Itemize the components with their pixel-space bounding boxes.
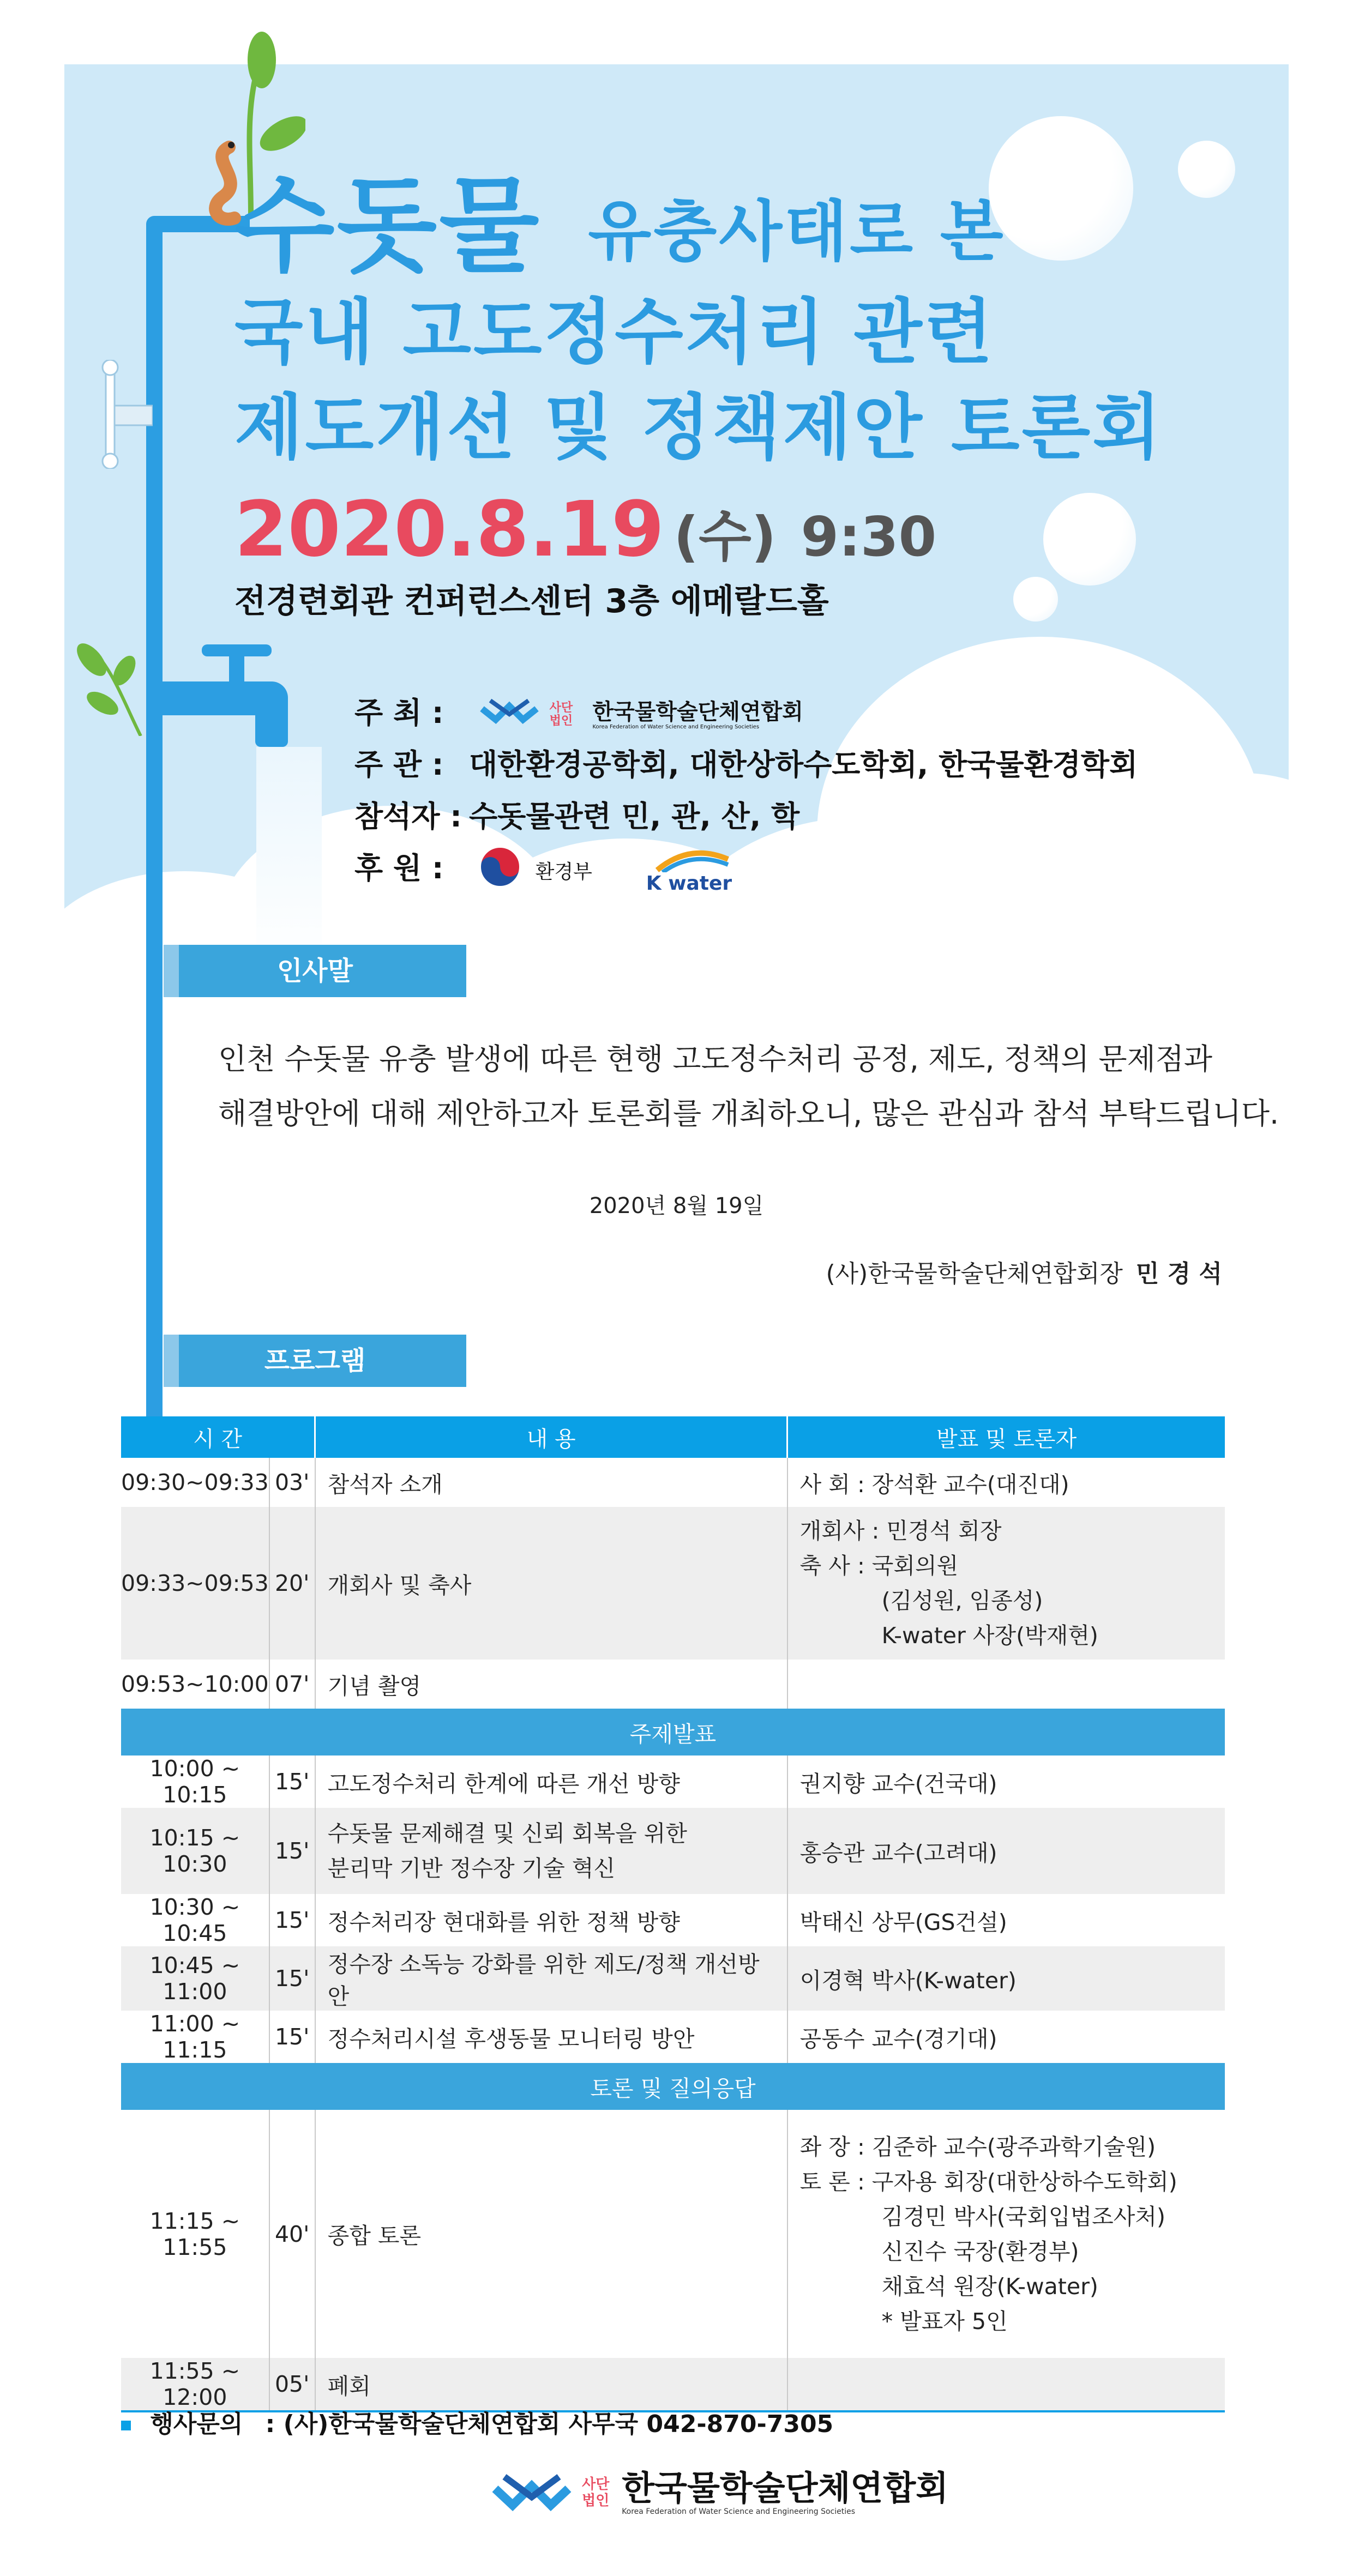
- row-time: 10:15 ~ 10:30: [121, 1808, 269, 1894]
- row-content: 정수장 소독능 강화를 위한 제도/정책 개선방안: [315, 1946, 787, 2011]
- greeting-line-1: 인천 수돗물 유충 발생에 따른 현행 고도정수처리 공정, 제도, 정책의 문제점과: [218, 1042, 1213, 1076]
- table-header-row: [121, 1416, 1225, 1458]
- signature-name: 민 경 석: [1135, 1260, 1222, 1288]
- row-time: 10:00 ~ 10:15: [121, 1755, 269, 1808]
- host-logo-icon: [479, 695, 539, 735]
- row-speaker: 사 회 : 장석환 교수(대진대): [799, 1471, 1069, 1498]
- row-content: 종합 토론: [315, 2110, 787, 2358]
- header-time: 시 간: [121, 1416, 315, 1458]
- greeting-date: 2020년 8월 19일: [589, 1193, 764, 1218]
- program-heading: 프로그램: [264, 1346, 366, 1376]
- speaker-line: 축 사 : 국회의원: [799, 1553, 959, 1579]
- attendee-value: 수돗물관련 민, 관, 산, 학: [469, 799, 800, 834]
- host-label: 주 최 :: [354, 696, 444, 730]
- table-row: [121, 1458, 1225, 1507]
- row-speaker: 권지향 교수(건국대): [799, 1770, 997, 1797]
- row-content: 고도정수처리 한계에 따른 개선 방향: [315, 1755, 787, 1808]
- row-time: 11:15 ~ 11:55: [121, 2110, 269, 2358]
- table-row: [121, 1507, 1225, 1660]
- sponsor-row: [354, 845, 733, 895]
- row-content: 정수처리시설 후생동물 모니터링 방안: [315, 2011, 787, 2063]
- title-line-2: 국내 고도정수처리 관련: [234, 291, 995, 373]
- attendee-label: 참석자 :: [354, 799, 462, 834]
- footer-logo-icon: [491, 2467, 573, 2518]
- signature-prefix: (사)한국물학술단체연합회장: [826, 1260, 1123, 1288]
- square-bullet-icon: [121, 2421, 131, 2430]
- valve-icon: [98, 360, 153, 469]
- host-org-en: Korea Federation of Water Science and Engineering Societies: [592, 723, 760, 730]
- table-row: [121, 1946, 1225, 2011]
- row-duration: 40': [269, 2110, 315, 2358]
- organizer-label: 주 관 :: [354, 747, 444, 782]
- speaker-line: 신진수 국장(환경부): [881, 2238, 1079, 2265]
- organizer-value: 대한환경공학회, 대한상하수도학회, 한국물환경학회: [469, 747, 1138, 782]
- row-time: 09:53~10:00: [121, 1660, 269, 1709]
- table-row: [121, 2011, 1225, 2063]
- sponsor2: K water: [646, 872, 732, 895]
- sponsor1: 환경부: [535, 861, 592, 883]
- row-time: 11:00 ~ 11:15: [121, 2011, 269, 2063]
- greeting-line-2: 해결방안에 대해 제안하고자 토론회를 개최하오니, 많은 관심과 참석 부탁드립니다.: [218, 1096, 1279, 1131]
- attendee-row: [354, 793, 799, 835]
- row-content: [315, 1808, 787, 1894]
- event-datetime: [234, 485, 936, 574]
- row-speaker: [787, 1507, 1225, 1660]
- footer-logo: [491, 2467, 948, 2518]
- row-time: 10:45 ~ 11:00: [121, 1946, 269, 2011]
- host-row: [354, 690, 803, 735]
- section-title: 주제발표: [121, 1709, 1225, 1755]
- row-duration: 15': [269, 1894, 315, 1946]
- title-line-3: 제도개선 및 정책제안 토론회: [234, 386, 1163, 469]
- row-content: 기념 촬영: [315, 1660, 787, 1709]
- footer-org: 한국물학술단체연합회: [622, 2468, 949, 2508]
- speaker-line: K-water 사장(박재현): [881, 1622, 1098, 1649]
- event-date: 2020.8.19: [234, 485, 665, 574]
- row-speaker: [787, 1660, 1225, 1709]
- footer-org-block: [622, 2469, 948, 2516]
- event-time: 9:30: [801, 505, 937, 569]
- row-content: 참석자 소개: [315, 1458, 787, 1507]
- event-venue: 전경련회관 컨퍼런스센터 3층 에메랄드홀: [234, 582, 829, 620]
- speaker-line: 좌 장 : 김준하 교수(광주과학기술원): [799, 2133, 1156, 2160]
- row-content: 정수처리장 현대화를 위한 정책 방향: [315, 1894, 787, 1946]
- event-weekday: (수): [674, 505, 777, 569]
- row-content: 개회사 및 축사: [315, 1507, 787, 1660]
- pipe-faucet-handle-top: [202, 644, 272, 656]
- host-org-block: [592, 700, 803, 730]
- row-duration: 20': [269, 1507, 315, 1660]
- greeting-tab: [164, 945, 466, 997]
- contact-value: : (사)한국물학술단체연합회 사무국 042-870-7305: [265, 2410, 834, 2438]
- host-badge: 사단 법인: [549, 701, 573, 728]
- row-speaker: 공동수 교수(경기대): [799, 2025, 997, 2052]
- leaf-icon: [70, 638, 146, 736]
- greeting-signature: [826, 1254, 1222, 1289]
- row-duration: 05': [269, 2358, 315, 2411]
- greeting-heading: 인사말: [276, 956, 353, 986]
- row-time: 11:55 ~ 12:00: [121, 2358, 269, 2411]
- section-title: 토론 및 질의응답: [121, 2063, 1225, 2110]
- header-speaker: 발표 및 토론자: [787, 1416, 1225, 1458]
- row-duration: 15': [269, 1946, 315, 2011]
- row-duration: 07': [269, 1660, 315, 1709]
- speaker-line: * 발표자 5인: [881, 2308, 1008, 2334]
- row-duration: 15': [269, 1755, 315, 1808]
- pipe-faucet-spout: [255, 698, 288, 747]
- host-org: 한국물학술단체연합회: [592, 699, 803, 725]
- table-row: [121, 1808, 1225, 1894]
- table-row: [121, 1894, 1225, 1946]
- row-content: 폐회: [315, 2358, 787, 2411]
- row-speaker: 홍승관 교수(고려대): [787, 1808, 1225, 1894]
- organizer-row: [354, 741, 1138, 783]
- table-row: [121, 1660, 1225, 1709]
- program-table: [121, 1416, 1225, 2412]
- title-line-1-rest: 유충사태로 본: [588, 194, 1006, 270]
- speaker-line: 김경민 박사(국회입법조사처): [881, 2203, 1165, 2230]
- table-row: [121, 2358, 1225, 2411]
- sponsor-label: 후 원 :: [354, 851, 444, 885]
- content-line: 분리막 기반 정수장 기술 혁신: [327, 1855, 616, 1881]
- contact-label: 행사문의: [150, 2410, 243, 2438]
- table-row: [121, 2110, 1225, 2358]
- row-time: 09:30~09:33: [121, 1458, 269, 1507]
- content-line: 수돗물 문제해결 및 신뢰 회복을 위한: [327, 1820, 687, 1847]
- footer-org-en: Korea Federation of Water Science and Engineering Societies: [622, 2507, 856, 2516]
- contact-line: [121, 2404, 833, 2439]
- row-speaker: 박태신 상무(GS건설): [799, 1909, 1007, 1935]
- speaker-line: 개회사 : 민경석 회장: [799, 1518, 1002, 1544]
- section-row: [121, 2063, 1225, 2110]
- row-speaker: 이경혁 박사(K-water): [787, 1946, 1225, 2011]
- speaker-line: (김성원, 임종성): [881, 1588, 1043, 1614]
- kwater-logo-icon: [646, 848, 733, 895]
- row-speaker: [787, 2358, 1225, 2411]
- speaker-line: 토 론 : 구자용 회장(대한상하수도학회): [799, 2168, 1177, 2195]
- row-time: 10:30 ~ 10:45: [121, 1894, 269, 1946]
- row-duration: 15': [269, 1808, 315, 1894]
- header-content: 내 용: [315, 1416, 787, 1458]
- water-stream: [256, 747, 322, 965]
- speaker-line: 채효석 원장(K-water): [881, 2273, 1098, 2300]
- row-time: 09:33~09:53: [121, 1507, 269, 1660]
- section-row: [121, 1709, 1225, 1755]
- taegeuk-icon: [479, 846, 521, 895]
- title-highlight: 수돗물: [234, 166, 542, 286]
- table-row: [121, 1755, 1225, 1808]
- row-duration: 03': [269, 1458, 315, 1507]
- program-tab: [164, 1335, 466, 1387]
- row-duration: 15': [269, 2011, 315, 2063]
- title-line-1: [234, 143, 1006, 292]
- footer-badge: 사단 법인: [582, 2476, 610, 2509]
- row-speaker: [787, 2110, 1225, 2358]
